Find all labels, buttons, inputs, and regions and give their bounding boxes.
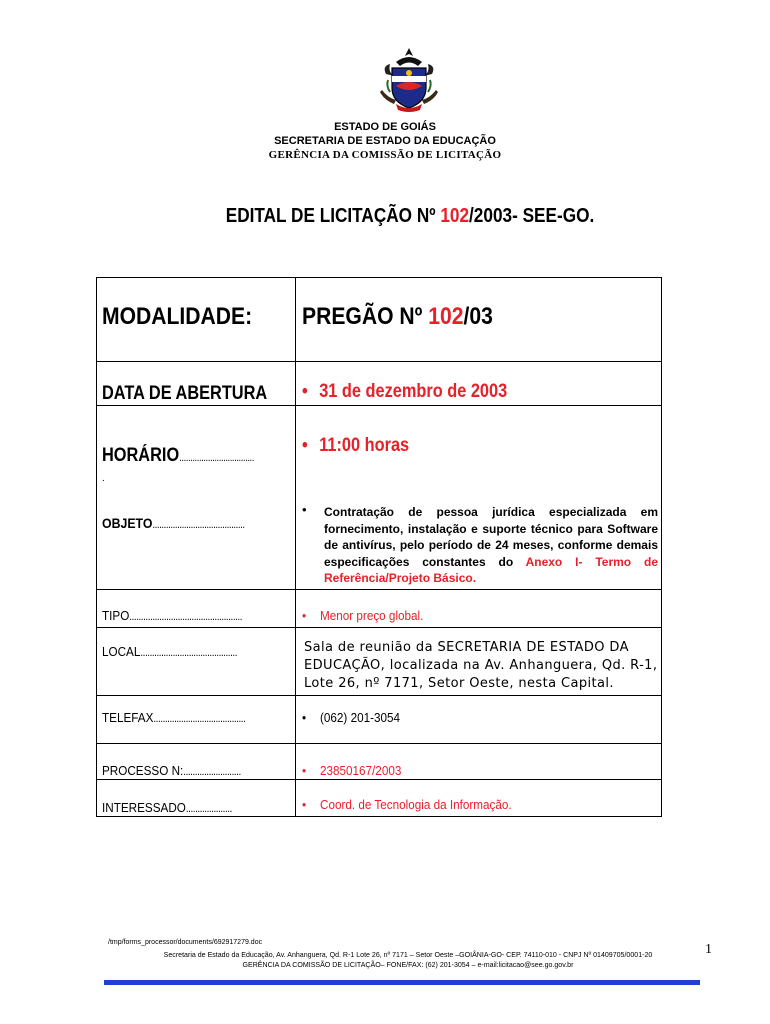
data-abertura-text: 31 de dezembro de 2003 [319,381,508,402]
interessado-label [102,800,232,815]
modalidade-label: MODALIDADE: [102,303,253,330]
modalidade-value [302,303,493,331]
modalidade-number: 102 [428,303,464,330]
interessado-text: Coord. de Tecnologia da Informação. [320,797,512,812]
edital-summary-table [96,277,662,817]
page-number: 1 [705,942,712,957]
horario-bullet: • [302,435,308,456]
data-abertura-value [302,381,507,403]
footer-address: Secretaria de Estado da Educação, Av. Anhanguera, Qd. R-1 Lote 26, nº 7171 – Setor Oeste –GOIÂNIA-GO- CEP. 74110-010 - CNPJ Nº 01409705/0001-20 [163,950,653,959]
processo-label [102,763,241,778]
telefax-label [102,710,245,725]
processo-text: 23850167/2003 [320,763,402,778]
telefax-value [302,710,400,725]
tipo-text: Menor preço global. [320,608,424,623]
footer-file-path: /tmp/forms_processor/documents/692917279.doc [108,939,263,946]
processo-label-text: PROCESSO N: [102,763,184,778]
telefax-dots: ........................................ [153,713,246,725]
processo-bullet: • [302,763,307,778]
footer-contact: GERÊNCIA DA COMISSÃO DE LICITAÇÃO– FONE/FAX: (62) 201-3054 – e-mail:licitacao@see.go.gov.br [242,960,574,969]
interessado-dots: .................... [185,803,232,815]
edital-title [57,205,762,228]
tipo-dots: ................................................. [129,611,243,623]
telefax-label-text: TELEFAX [102,710,154,725]
edital-title-prefix: EDITAL DE LICITAÇÃO Nº [225,205,441,227]
horario-dots: .................................. [179,452,254,464]
horario-text: 11:00 horas [319,435,410,456]
objeto-value-main: Contratação de pessoa jurídica especializada em fornecimento, instalação e suporte técnico para Software de antivírus, pelo período de 24 meses, conforme demais especificações constantes do [324,505,658,569]
local-label [102,644,237,659]
horario-value [302,435,409,457]
objeto-label-text: OBJETO [102,515,153,531]
edital-title-suffix: /2003- SEE-GO. [469,205,595,227]
tipo-bullet: • [302,608,307,623]
modalidade-value-prefix: PREGÃO Nº [302,303,429,330]
interessado-value [302,797,512,812]
local-value: Sala de reunião da SECRETARIA DE ESTADO DA EDUCAÇÃO, localizada na Av. Anhanguera, Qd. R-1, Lote 26, nº 7171, Setor Oeste, nesta Capital. [304,640,658,691]
local-label-text: LOCAL [102,644,141,659]
objeto-dots: ......................................... [152,519,245,531]
processo-value [302,763,401,778]
tipo-value [302,608,423,623]
tipo-label [102,608,242,623]
document-header [0,120,770,162]
telefax-text: (062) 201-3054 [320,710,401,725]
processo-dots: ......................... [183,766,241,778]
horario-extra-dot: . [102,473,105,484]
local-dots: .......................................... [140,647,237,659]
tipo-label-text: TIPO [102,608,130,623]
secretariat-name: SECRETARIA DE ESTADO DA EDUCAÇÃO [274,135,496,147]
objeto-value-annex: Anexo I- Termo de Referência/Projeto Básico. [324,554,658,585]
edital-number: 102 [440,205,470,227]
data-abertura-label: DATA DE ABERTURA [102,383,268,404]
objeto-bullet: • [302,502,307,517]
objeto-label [102,515,245,531]
objeto-value [324,504,658,587]
state-name: ESTADO DE GOIÁS [334,121,436,133]
horario-label [102,445,254,467]
telefax-bullet: • [302,710,307,725]
interessado-label-text: INTERESSADO [102,800,186,815]
horario-label-text: HORÁRIO [102,445,180,466]
department-name: GERÊNCIA DA COMISSÃO DE LICITAÇÃO [268,149,502,161]
modalidade-value-suffix: /03 [463,303,493,330]
coat-of-arms-icon [378,46,440,114]
data-abertura-bullet: • [302,381,308,402]
footer-blue-bar [104,980,700,985]
interessado-bullet: • [302,797,307,812]
